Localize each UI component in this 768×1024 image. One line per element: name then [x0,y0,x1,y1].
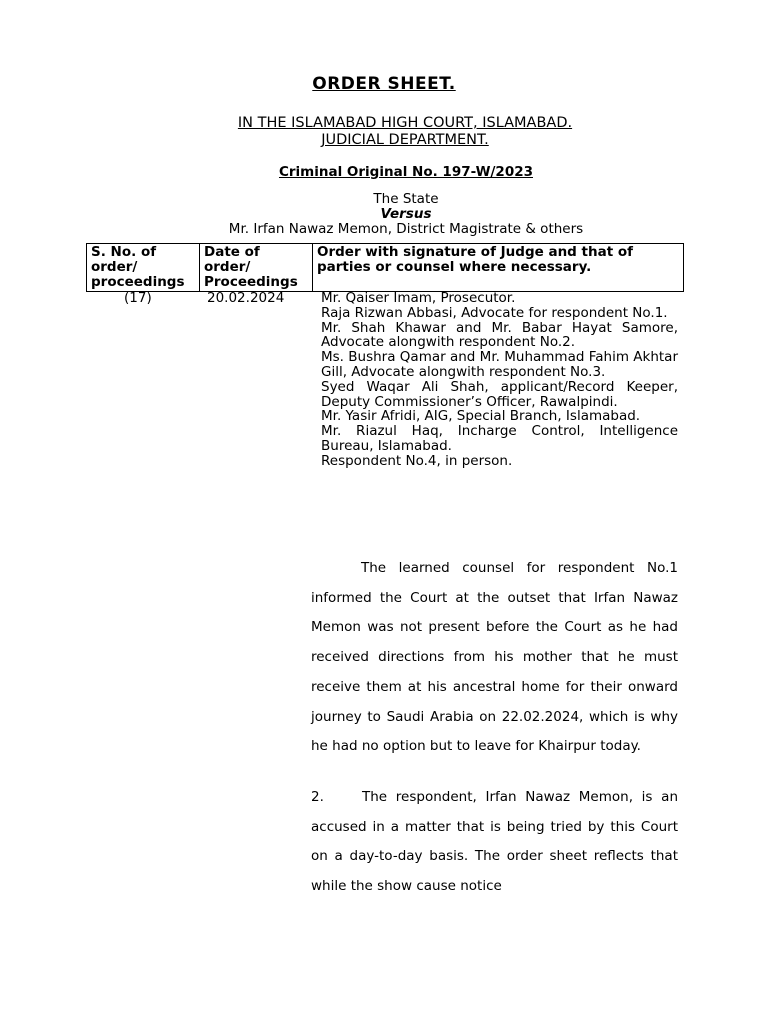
attendance-entry: Mr. Riazul Haq, Incharge Control, Intelligence Bureau, Islamabad. [321,423,678,454]
versus-label: Versus [380,206,432,222]
date-column-header: Date of order/ Proceedings [200,244,313,292]
paragraph-number: 2. [311,788,324,805]
order-column-header: Order with signature of Judge and that of parties or counsel where necessary. [313,244,684,292]
respondent: Mr. Irfan Nawaz Memon, District Magistrate & others [228,221,584,237]
attendance-entry: Raja Rizwan Abbasi, Advocate for respondent No.1. [321,304,668,321]
order-sheet-header-table [86,243,684,292]
court-name: IN THE ISLAMABAD HIGH COURT, ISLAMABAD. [237,115,573,131]
attendance-entry: Mr. Qaiser Imam, Prosecutor. [321,290,516,306]
petitioner: The State [373,191,439,207]
order-serial-number: (17) [124,290,152,306]
order-body [311,554,678,902]
order-paragraph-1: The learned counsel for respondent No.1 informed the Court at the outset that Irfan Nawaz Memon was not present before the Court as he had received directions from his mother that he must receive them at his ancestral home for their onward journey to Saudi Arabia on 22.02.2024, which is why he had no option but to leave for Khairpur today. [311,560,678,755]
paragraph-text: The respondent, Irfan Nawaz Memon, is an accused in a matter that is being tried by this Court on a day-to-day basis. The order sheet reflects that while the show cause notice [311,788,678,895]
attendance-entry: Mr. Shah Khawar and Mr. Babar Hayat Samore, Advocate alongwith respondent No.2. [321,319,678,351]
document-title: ORDER SHEET. [312,74,456,94]
order-date: 20.02.2024 [207,290,285,306]
court-department: JUDICIAL DEPARTMENT. [321,132,489,148]
attendance-list [321,291,678,469]
case-parties [0,192,768,237]
attendance-entry: Mr. Yasir Afridi, AIG, Special Branch, Islamabad. [321,408,641,425]
order-paragraph-2 [311,783,678,902]
header-row [87,244,684,292]
attendance-entry: Ms. Bushra Qamar and Mr. Muhammad Fahim Akhtar Gill, Advocate alongwith respondent No.3. [321,349,678,380]
court-heading [0,115,768,149]
case-number: Criminal Original No. 197-W/2023 [278,164,533,180]
serial-column-header: S. No. of order/ proceedings [87,244,200,292]
attendance-entry: Syed Waqar Ali Shah, applicant/Record Keeper, Deputy Commissioner’s Officer, Rawalpindi. [321,378,678,410]
attendance-entry: Respondent No.4, in person. [321,452,513,469]
